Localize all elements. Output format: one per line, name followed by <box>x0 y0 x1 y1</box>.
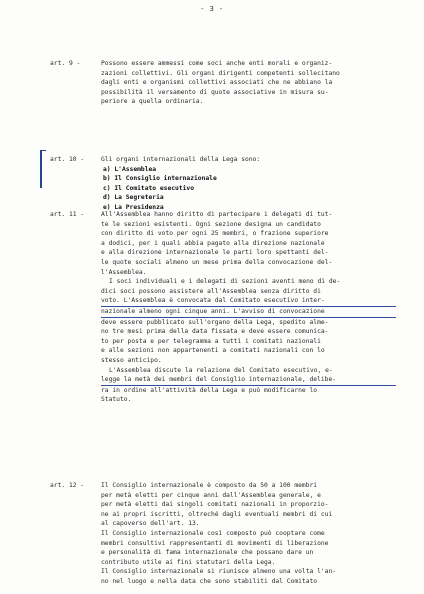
article-12-line: ne ai propri iscritti, oltreché dagli eventuali membri di cui <box>101 510 333 518</box>
organ-item: a) L'Assemblea <box>103 165 157 173</box>
article-12-line: Il Consiglio internazionale è composto da 50 a 100 membri <box>101 482 318 489</box>
article-9-line: zazioni collettivi. Gli organi dirigenti competenti sollecitano <box>101 69 340 77</box>
article-11-line: con diritto di voto per ogni 25 membri, o frazione superiore <box>101 230 329 238</box>
organ-item: e) La Presidenza <box>103 203 164 211</box>
article-12-text <box>101 481 396 587</box>
article-11-line: L'Assemblea discute la relazione del Comitato esecutivo, e- <box>109 366 333 374</box>
article-11-line: Statuto. <box>101 396 132 404</box>
article-11-line: ra in ordine all'attività della Lega e può modificarne lo <box>101 386 318 394</box>
article-9-line: dagli enti e organismi collettivi associati che ne abbiano la <box>101 79 333 87</box>
article-11-line: deve essere pubblicato sull'organo della Lega, spedito alme- <box>101 318 329 326</box>
article-11-line: I soci individuali e i delegati di sezioni aventi meno di de- <box>109 278 341 286</box>
article-9-line: possibilità il versamento di quote associative in misura su- <box>101 88 329 96</box>
article-12-line: membri consultivi rappresentanti di movimenti di liberazione <box>101 539 329 547</box>
article-9-text <box>101 59 396 107</box>
pen-bracket-vertical <box>40 150 42 188</box>
organs-list <box>101 165 396 213</box>
article-12-line: per metà eletti per cinque anni dall'Assemblea generale, e <box>101 491 321 499</box>
article-10-text <box>101 155 396 213</box>
article-12-label: art. 12 - <box>50 482 85 489</box>
article-11-line: no tre mesi prima della data fissata e deve essere comunica- <box>101 328 329 336</box>
article-11-line: le quote sociali almeno un mese prima della convocazione del- <box>101 258 333 266</box>
article-12-line: contributo utile ai fini statutari della Lega. <box>101 558 276 566</box>
article-9-line: periore a quella ordinaria. <box>101 98 204 106</box>
article-12-line: per metà eletti dai singoli comitati nazionali in proporzio- <box>101 501 329 509</box>
article-11-paragraph-1 <box>101 210 396 277</box>
article-10-label: art. 10 - <box>50 156 85 163</box>
article-11-line: dici soci possono assistere all'Assemblea senza diritto di <box>101 287 321 295</box>
organ-item: d) La Segreteria <box>103 194 164 202</box>
article-12-line: e personalità di fama internazionale che possano dare un <box>101 549 314 557</box>
page-number: - 3 - <box>200 5 224 13</box>
article-11-line-underlined: nazionale almeno ogni cinque anni. L'avviso di convocazione <box>101 307 396 318</box>
article-11-label: art. 11 - <box>50 211 85 218</box>
article-11-line: stesso anticipo. <box>101 356 162 364</box>
article-12-line: Il Consiglio internazionale si riunisce almeno una volta l'an- <box>101 568 337 576</box>
article-11-paragraph-3 <box>101 366 396 405</box>
article-12-line: no nel luogo e nella data che sono stabiliti dal Comitato <box>101 577 318 585</box>
organ-item: c) Il Comitato esecutivo <box>103 184 194 192</box>
article-11-line: to per posta e per telegramma a tutti i comitati nazionali <box>101 337 321 345</box>
organ-item: b) Il Consiglio internazionale <box>103 175 217 183</box>
article-11-line: te le sezioni esistenti. Ogni sezione designa un candidato <box>101 220 321 228</box>
article-10-intro: Gli organi internazionali della Lega sono: <box>101 156 261 163</box>
article-11-line: e alle sezioni non appartenenti a comitati nazionali con lo <box>101 347 325 355</box>
article-9-line: Possono essere ammessi come soci anche enti morali e organiz- <box>101 60 333 67</box>
article-12-line: al capoverso dell'art. 13. <box>101 520 200 528</box>
article-12-line: Il Consiglio internazionale così composto può cooptare come <box>101 529 325 537</box>
article-11-line: e alla direzione internazionale le parti loro spettanti del- <box>101 249 329 257</box>
article-9-label: art. 9 - <box>50 60 81 67</box>
article-11-line-underlined: voto. L'Assemblea è convocata dal Comitato esecutivo inter- <box>101 296 396 307</box>
article-11-line-underlined: legge la metà dei membri del Consiglio internazionale, delibe- <box>101 375 396 386</box>
article-11-paragraph-2 <box>101 277 396 365</box>
article-11-line: All'Assemblea hanno diritto di partecipare i delegati di tut- <box>101 211 333 218</box>
article-11-text <box>101 210 396 405</box>
article-11-line: l'Assemblea. <box>101 268 147 276</box>
pen-bracket-top <box>40 150 46 151</box>
article-11-line: a dodici, per i quali abbia pagato alla direzione nazionale <box>101 239 325 247</box>
